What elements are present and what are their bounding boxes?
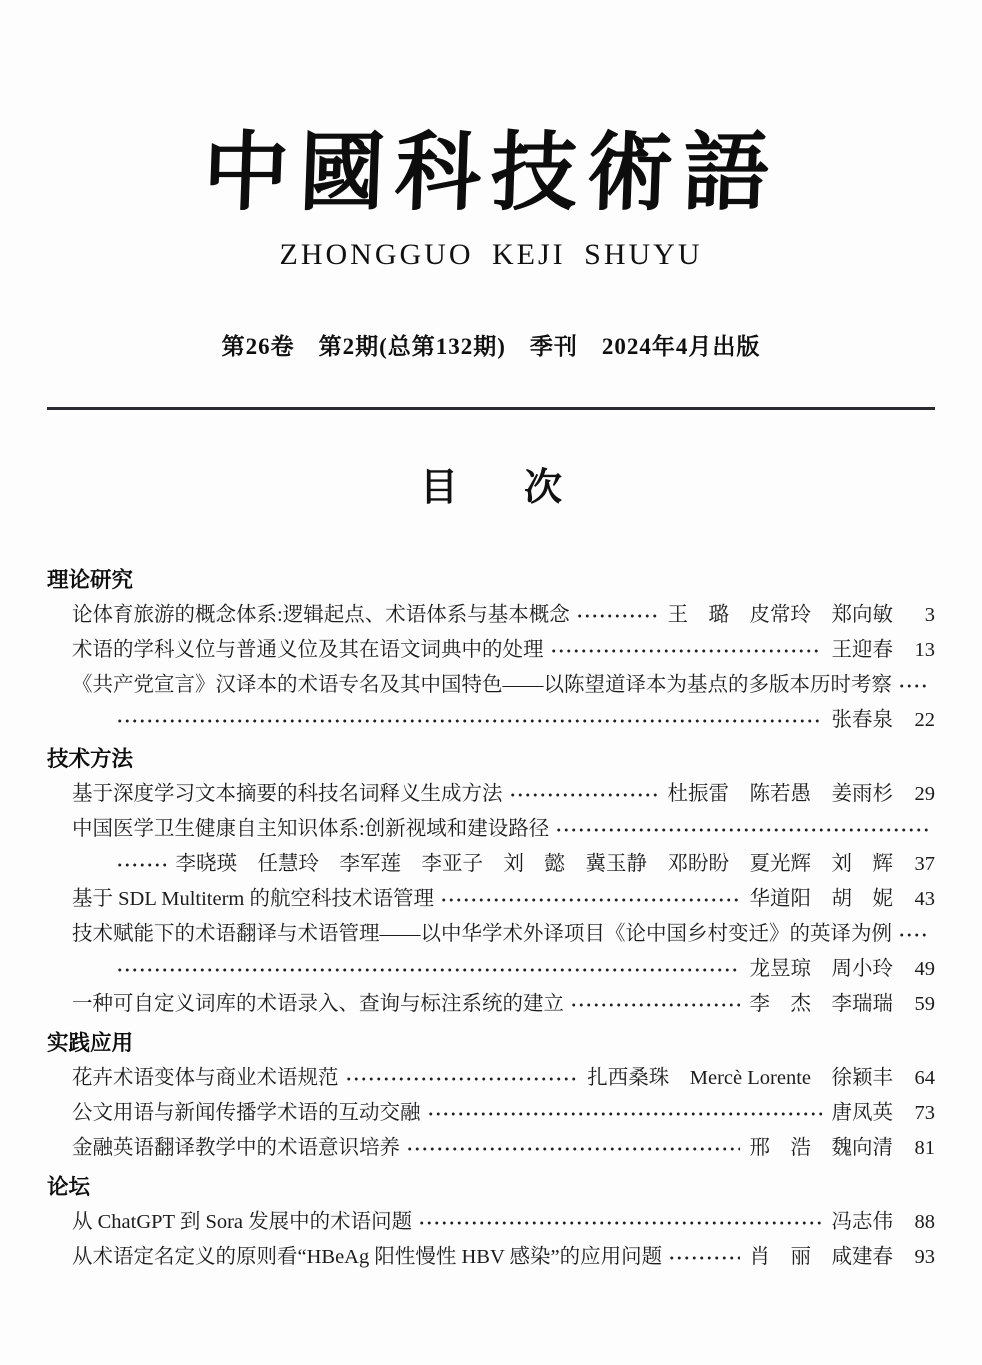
toc-entry-page: 3 <box>924 604 935 627</box>
toc-entry-authors: 杜振雷 陈若愚 姜雨杉 <box>667 783 893 806</box>
toc-entry-title: 基于深度学习文本摘要的科技名词释义生成方法 <box>72 783 503 806</box>
toc-entry-title: 从术语定名定义的原则看“HBeAg 阳性慢性 HBV 感染”的应用问题 <box>72 1246 663 1269</box>
toc-entry <box>72 1240 935 1275</box>
toc-entry-page: 43 <box>914 888 935 911</box>
dot-leader <box>898 676 929 697</box>
toc-entry-page: 37 <box>914 853 935 876</box>
toc-entry-page: 64 <box>914 1067 935 1090</box>
toc-entry <box>72 1061 935 1096</box>
contents-title-left-char: 目 <box>419 467 458 510</box>
toc-entry <box>72 882 935 917</box>
toc-entry-title: 《共产党宣言》汉译本的术语专名及其中国特色——以陈望道译本为基点的多版本历时考察 <box>72 674 892 697</box>
contents-title-right-char: 次 <box>524 467 563 510</box>
toc-entry-title-line <box>72 917 935 952</box>
dot-leader <box>440 890 740 911</box>
dot-leader <box>116 855 166 876</box>
toc-entry <box>72 598 935 633</box>
issue-info-line: 第26卷 第2期(总第132期) 季刊 2024年4月出版 <box>221 334 761 360</box>
dot-leader <box>116 711 822 732</box>
toc-entry-title: 中国医学卫生健康自主知识体系:创新视域和建设路径 <box>72 818 550 841</box>
toc-entry-title-line <box>72 668 935 703</box>
section-entries <box>47 1205 935 1275</box>
toc-entry-authors: 李晓瑛 任慧玲 李军莲 李亚子 刘 懿 冀玉静 邓盼盼 夏光辉 刘 辉 <box>175 853 893 876</box>
toc-entry <box>72 1205 935 1240</box>
journal-title-pinyin: ZHONGGUO KEJI SHUYU <box>279 238 703 272</box>
toc-entry-authors: 张春泉 <box>831 709 893 732</box>
dot-leader <box>550 641 822 662</box>
dot-leader <box>668 1248 739 1269</box>
dot-leader <box>509 785 658 806</box>
section-entries <box>47 777 935 1022</box>
toc-entry-page: 81 <box>914 1137 935 1160</box>
toc-entry <box>72 987 935 1022</box>
dot-leader <box>898 925 929 946</box>
toc-entry-continuation-line <box>72 952 935 987</box>
toc-entry-page: 13 <box>914 639 935 662</box>
toc-entry <box>72 633 935 668</box>
dot-leader <box>418 1213 821 1234</box>
toc-entry-page: 59 <box>914 993 935 1016</box>
toc-entry-title: 术语的学科义位与普通义位及其在语文词典中的处理 <box>72 639 544 662</box>
toc-entry-page: 88 <box>914 1211 935 1234</box>
toc-entry-continuation-line <box>72 847 935 882</box>
toc-entry-page: 49 <box>914 958 935 981</box>
toc-entry-authors: 王迎春 <box>831 639 893 662</box>
journal-title-calligraphy <box>47 122 935 223</box>
contents-title <box>47 456 935 511</box>
table-of-contents <box>47 563 935 1275</box>
section-heading-practical-application: 实践应用 <box>47 1031 134 1056</box>
toc-entry-authors: 肖 丽 咸建春 <box>749 1246 893 1269</box>
toc-entry-page: 29 <box>914 783 935 806</box>
toc-entry-title: 从 ChatGPT 到 Sora 发展中的术语问题 <box>72 1211 413 1234</box>
section-entries <box>47 598 935 738</box>
toc-entry-title-line <box>72 812 935 847</box>
dot-leader <box>570 995 740 1016</box>
toc-entry-page: 93 <box>914 1246 935 1269</box>
toc-entry <box>72 1131 935 1166</box>
toc-entry-title: 一种可自定义词库的术语录入、查询与标注系统的建立 <box>72 993 564 1016</box>
toc-entry-authors: 冯志伟 <box>831 1211 893 1234</box>
toc-entry-title: 基于 SDL Multiterm 的航空科技术语管理 <box>72 888 434 911</box>
dot-leader <box>116 960 740 981</box>
section-heading-theory-research: 理论研究 <box>47 568 134 593</box>
toc-entry-page: 22 <box>914 709 935 732</box>
toc-entry-page: 73 <box>914 1102 935 1125</box>
toc-entry-authors: 龙昱琼 周小玲 <box>749 958 893 981</box>
horizontal-rule <box>47 407 935 410</box>
toc-entry-title: 技术赋能下的术语翻译与术语管理——以中华学术外译项目《论中国乡村变迁》的英译为例 <box>72 923 892 946</box>
section-entries <box>47 1061 935 1166</box>
masthead <box>47 0 935 361</box>
toc-entry-authors: 王 璐 皮常玲 郑向敏 <box>667 604 893 627</box>
toc-entry-title: 金融英语翻译教学中的术语意识培养 <box>72 1137 400 1160</box>
toc-entry-title: 花卉术语变体与商业术语规范 <box>72 1067 339 1090</box>
toc-entry-authors: 邢 浩 魏向清 <box>749 1137 893 1160</box>
dot-leader <box>576 606 658 627</box>
toc-entry <box>72 1096 935 1131</box>
toc-entry-title: 公文用语与新闻传播学术语的互动交融 <box>72 1102 421 1125</box>
dot-leader <box>345 1069 578 1090</box>
toc-entry-title: 论体育旅游的概念体系:逻辑起点、术语体系与基本概念 <box>72 604 570 627</box>
dot-leader <box>555 820 929 841</box>
toc-entry-authors: 唐凤英 <box>831 1102 893 1125</box>
toc-entry-authors: 李 杰 李瑞瑞 <box>749 993 893 1016</box>
journal-title-calligraphy-text: 中國科技術語 <box>201 122 781 223</box>
section-heading-technical-methods: 技术方法 <box>47 747 134 772</box>
toc-entry-continuation-line <box>72 703 935 738</box>
toc-entry-authors: 华道阳 胡 妮 <box>749 888 893 911</box>
toc-entry-authors: 扎西桑珠 Mercè Lorente 徐颖丰 <box>587 1067 893 1090</box>
dot-leader <box>406 1139 740 1160</box>
section-heading-forum: 论坛 <box>47 1175 91 1200</box>
dot-leader <box>427 1104 822 1125</box>
toc-entry <box>72 777 935 812</box>
